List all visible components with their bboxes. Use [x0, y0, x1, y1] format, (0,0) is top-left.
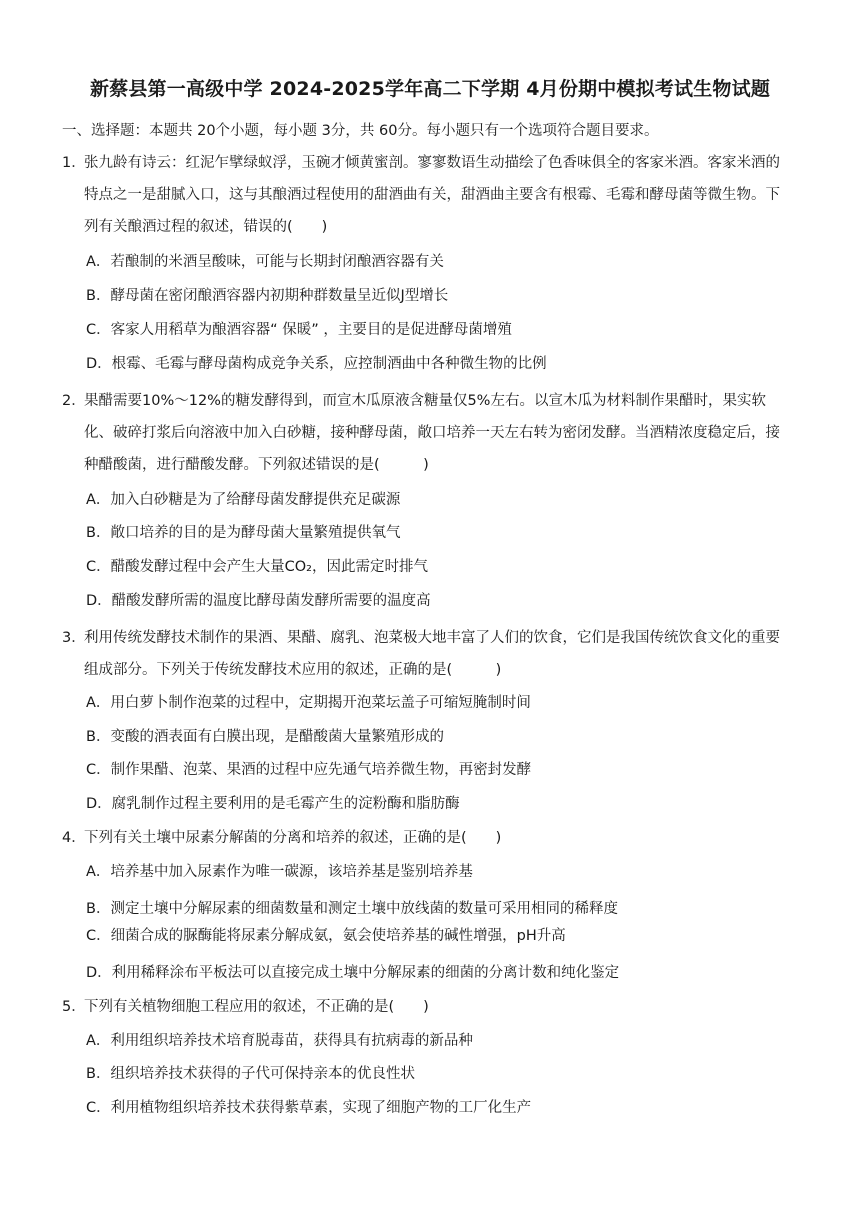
question-2 — [62, 385, 786, 481]
question-number: 2． — [62, 393, 86, 409]
question-stem: 张九龄有诗云：红泥乍擘绿蚁浮，玉碗才倾黄蜜剖。寥寥数语生动描绘了色香味俱全的客家米酒。客家米酒的特点之一是甜腻入口，这与其酿酒过程使用的甜酒曲有关，甜酒曲主要含有根霉、毛霉和酵母菌等微生物。下列有关酿酒过程的叙述，错误的( ) — [84, 155, 780, 235]
option-d: D．腐乳制作过程主要利用的是毛霉产生的淀粉酶和脂肪酶 — [86, 796, 460, 812]
option-a: A．加入白砂糖是为了给酵母菌发酵提供充足碳源 — [86, 492, 401, 508]
question-stem: 下列有关植物细胞工程应用的叙述，不正确的是( ) — [84, 999, 429, 1015]
question-5 — [62, 991, 786, 1023]
option-c: C．醋酸发酵过程中会产生大量CO₂，因此需定时排气 — [86, 559, 428, 575]
question-number: 4． — [62, 830, 86, 846]
option-b: B．组织培养技术获得的子代可保持亲本的优良性状 — [86, 1066, 415, 1082]
option-d: D．利用稀释涂布平板法可以直接完成土壤中分解尿素的细菌的分离计数和纯化鉴定 — [86, 965, 620, 981]
question-4 — [62, 822, 786, 854]
option-c: C．细菌合成的脲酶能将尿素分解成氨，氨会使培养基的碱性增强，pH升高 — [86, 928, 566, 944]
option-b: B．敞口培养的目的是为酵母菌大量繁殖提供氧气 — [86, 525, 401, 541]
question-3 — [62, 622, 786, 686]
option-a: A．利用组织培养技术培育脱毒苗，获得具有抗病毒的新品种 — [86, 1033, 473, 1049]
question-1 — [62, 147, 786, 243]
option-c: C．客家人用稻草为酿酒容器“ 保暖” ，主要目的是促进酵母菌增殖 — [86, 322, 512, 338]
option-a: A．若酿制的米酒呈酸味，可能与长期封闭酿酒容器有关 — [86, 254, 444, 270]
section-heading: 一、选择题：本题共 20个小题，每小题 3分，共 60分。每小题只有一个选项符合题目要求。 — [62, 123, 659, 139]
option-b: B．变酸的酒表面有白膜出现，是醋酸菌大量繁殖形成的 — [86, 729, 444, 745]
option-c: C．利用植物组织培养技术获得紫草素，实现了细胞产物的工厂化生产 — [86, 1100, 532, 1116]
option-c: C．制作果醋、泡菜、果酒的过程中应先通气培养微生物，再密封发酵 — [86, 762, 532, 778]
question-stem: 下列有关土壤中尿素分解菌的分离和培养的叙述，正确的是( ) — [84, 830, 502, 846]
option-b: B．测定土壤中分解尿素的细菌数量和测定土壤中放线菌的数量可采用相同的稀释度 — [86, 901, 618, 917]
question-stem: 利用传统发酵技术制作的果酒、果醋、腐乳、泡菜极大地丰富了人们的饮食，它们是我国传统饮食文化的重要组成部分。下列关于传统发酵技术应用的叙述，正确的是( ) — [84, 630, 780, 678]
question-number: 5． — [62, 999, 86, 1015]
question-number: 3． — [62, 630, 86, 646]
question-stem: 果醋需要10%～12%的糖发酵得到，而宣木瓜原液含糖量仅5%左右。以宣木瓜为材料制作果醋时，果实软化、破碎打浆后向溶液中加入白砂糖，接种酵母菌，敞口培养一天左右转为密闭发酵。当酒精浓度稳定后，接种醋酸菌，进行醋酸发酵。下列叙述错误的是( ) — [84, 393, 780, 473]
option-a: A．用白萝卜制作泡菜的过程中，定期揭开泡菜坛盖子可缩短腌制时间 — [86, 695, 531, 711]
option-a: A．培养基中加入尿素作为唯一碳源，该培养基是鉴别培养基 — [86, 864, 473, 880]
option-d: D．根霉、毛霉与酵母菌构成竞争关系，应控制酒曲中各种微生物的比例 — [86, 356, 547, 372]
option-b: B．酵母菌在密闭酿酒容器内初期种群数量呈近似J型增长 — [86, 288, 449, 304]
exam-title: 新蔡县第一高级中学 2024-2025学年高二下学期 4月份期中模拟考试生物试题 — [89, 78, 771, 100]
question-number: 1． — [62, 155, 86, 171]
option-d: D．醋酸发酵所需的温度比酵母菌发酵所需要的温度高 — [86, 593, 431, 609]
